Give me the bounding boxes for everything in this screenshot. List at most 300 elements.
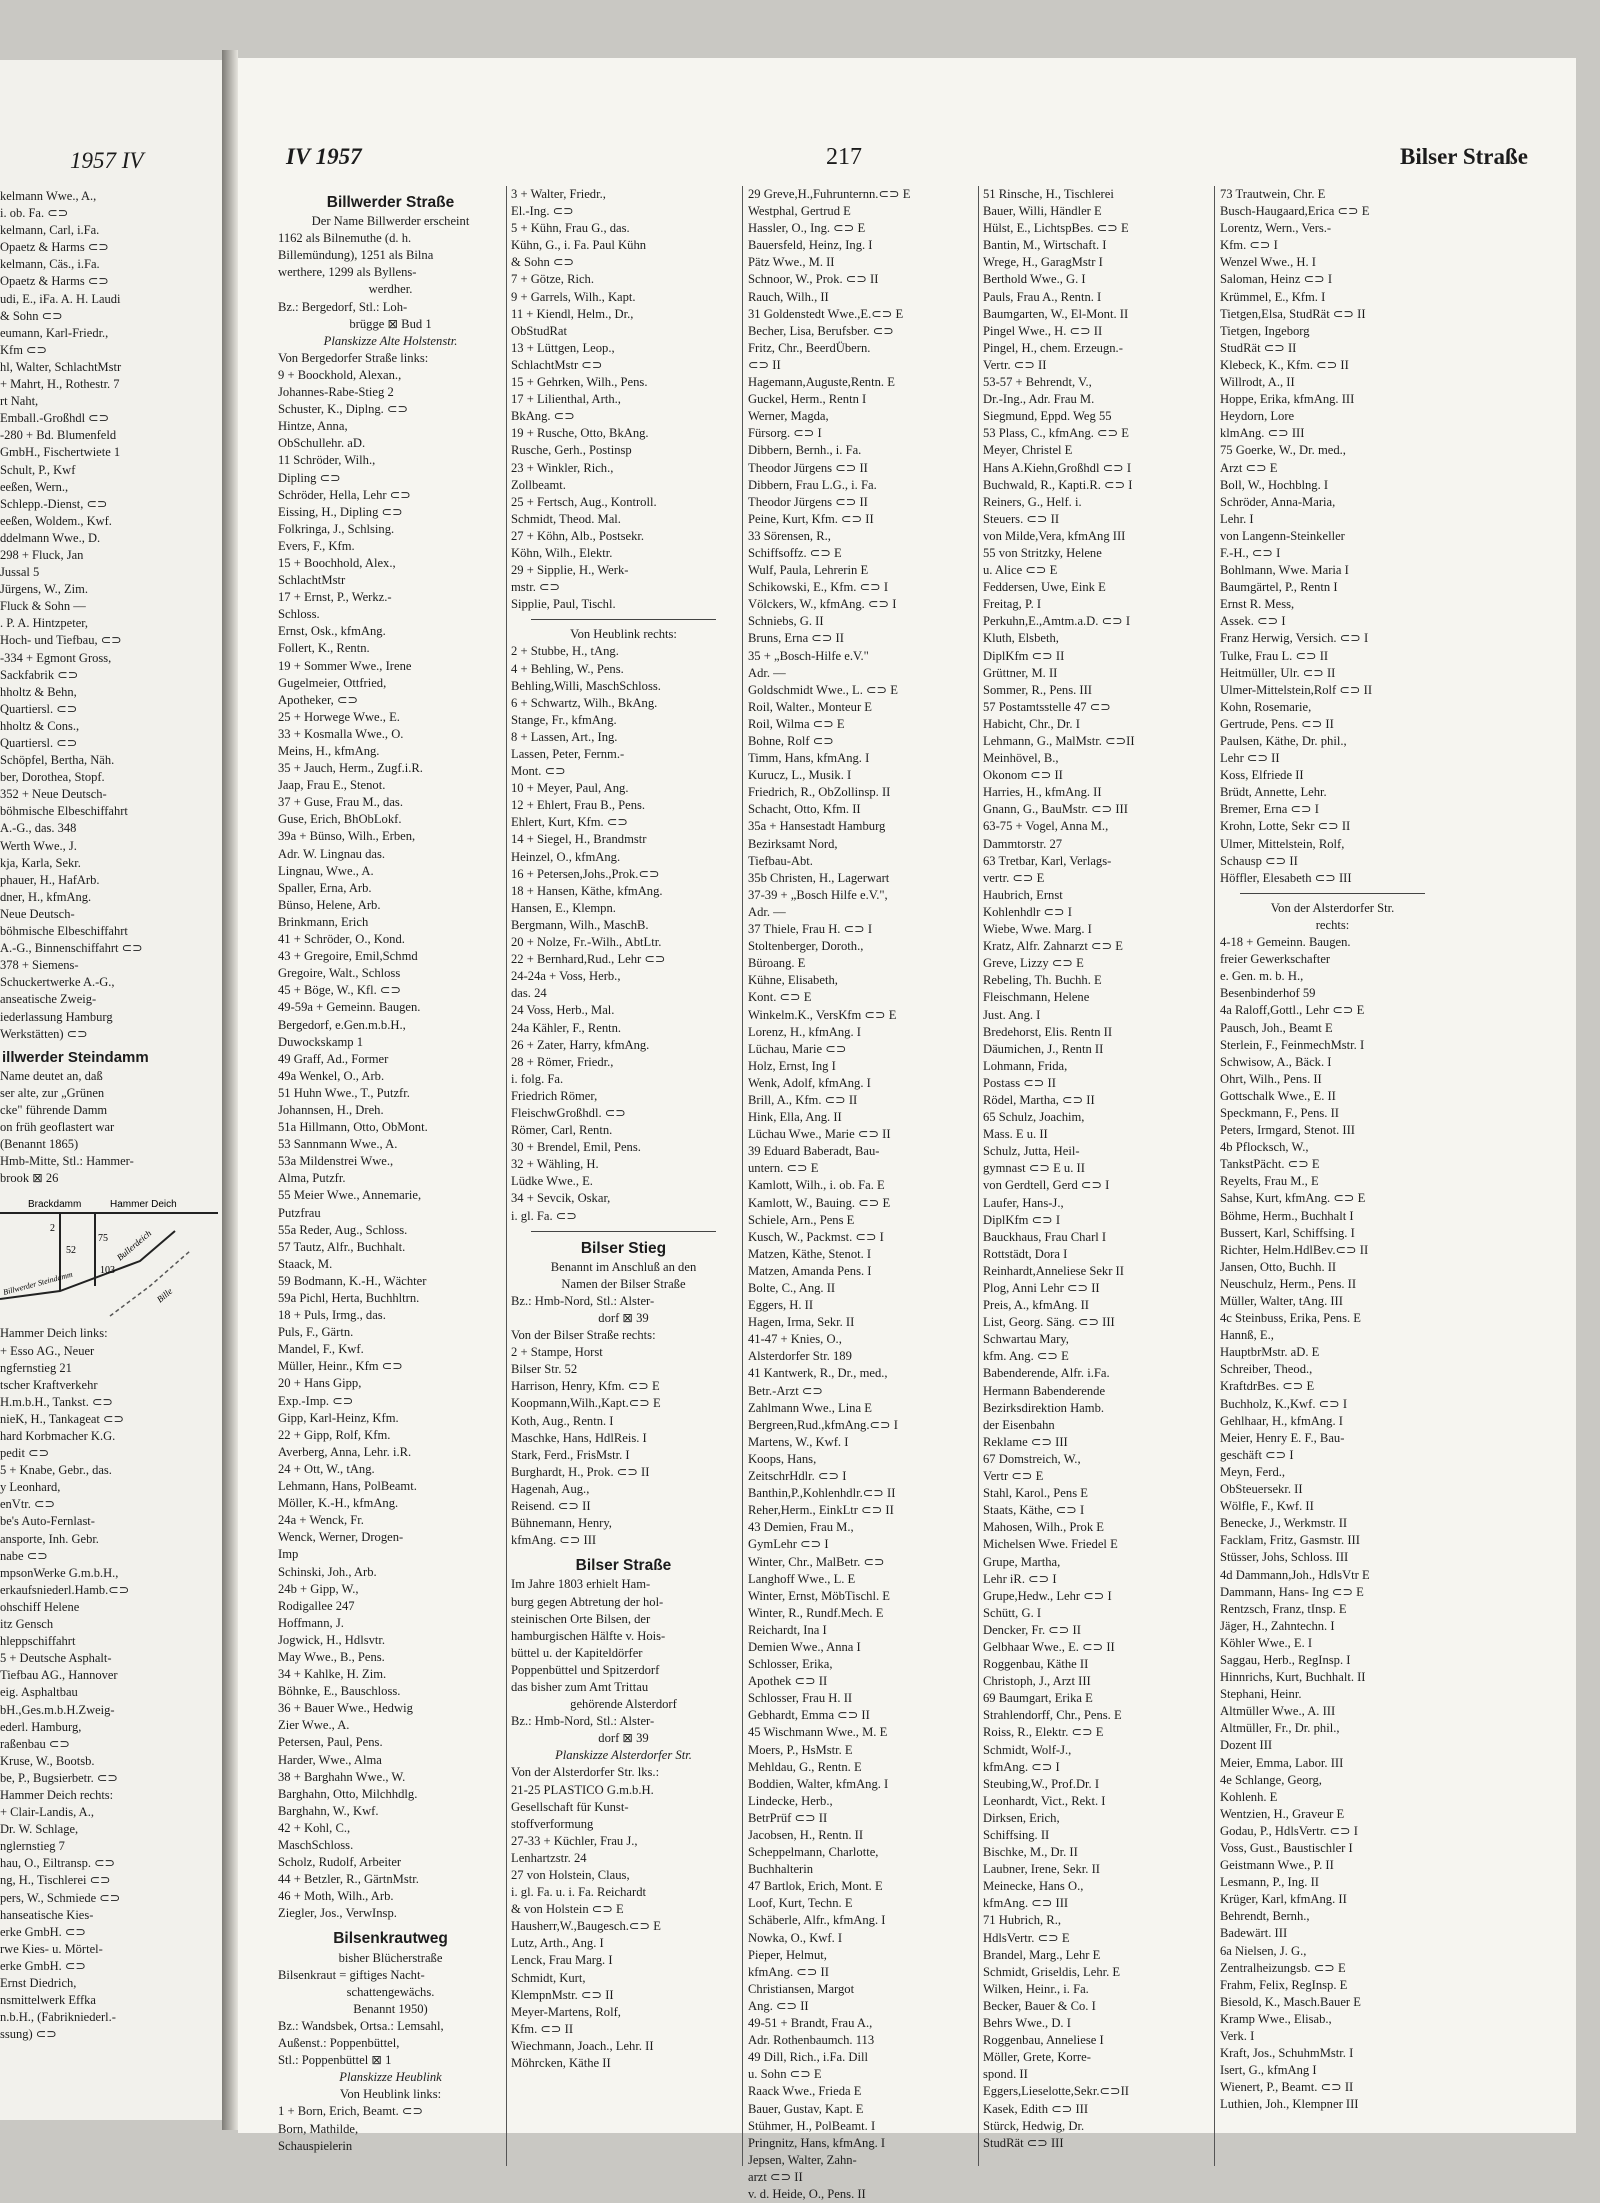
directory-entry: Schwartau Mary, (983, 1332, 1069, 1347)
directory-entry: Koops, Hans, (748, 1451, 817, 1466)
directory-entry: Kohlenhdlr ⊂⊃ I (983, 904, 1072, 919)
directory-entry: 55 Meier Wwe., Annemarie, (278, 1188, 422, 1203)
directory-entry: Staats, Käthe, ⊂⊃ I (983, 1503, 1085, 1518)
directory-line: A.-G., das. 348 (0, 821, 77, 836)
directory-line: Schöpfel, Bertha, Näh. (0, 753, 115, 768)
directory-entry: Bauer, Gustav, Kapt. E (748, 2101, 864, 2116)
directory-line: iederlassung Hamburg (0, 1009, 113, 1024)
directory-entry: Bohne, Rolf ⊂⊃ (748, 734, 834, 748)
directory-entry: Lenhartzstr. 24 (511, 1850, 587, 1865)
directory-entry: Bezirksamt Nord, (748, 836, 838, 851)
directory-entry: Wienert, P., Beamt. ⊂⊃ II (1220, 2080, 1354, 2095)
directory-entry: i. gl. Fa. u. i. Fa. Reichardt (511, 1885, 647, 1900)
directory-entry: Tiefbau-Abt. (748, 853, 813, 868)
directory-line: eumann, Karl-Friedr., (0, 325, 109, 340)
directory-entry: Roggenbau, Käthe II (983, 1657, 1089, 1672)
directory-entry: Mass. E u. II (983, 1127, 1048, 1142)
directory-entry: HdlsVertr. ⊂⊃ E (983, 1930, 1070, 1945)
directory-entry: Koth, Aug., Rentn. I (511, 1413, 614, 1428)
directory-entry: Werner, Magda, (748, 409, 829, 424)
directory-entry: 24 + Ott, W., tAng. (278, 1461, 375, 1476)
directory-entry: Wiebe, Wwe. Marg. I (983, 922, 1092, 937)
directory-entry: Reyelts, Frau M., E (1220, 1174, 1319, 1189)
directory-entry: Folkringa, J., Schlsing. (278, 521, 395, 536)
directory-entry: Lorentz, Wern., Vers.- (1220, 221, 1332, 236)
directory-entry: Peters, Irmgard, Stenot. III (1220, 1123, 1355, 1138)
directory-line: ohschiff Helene (0, 1599, 80, 1614)
directory-line: n.b.H., (Fabrikniederl.- (0, 2010, 116, 2025)
directory-entry: ObStudRat (511, 323, 567, 338)
directory-entry: Müller, Walter, tAng. III (1220, 1294, 1343, 1308)
directory-line: hleppschiffahrt (0, 1634, 76, 1649)
page-number: 217 (826, 144, 862, 170)
directory-entry: 11 Schröder, Wilh., (278, 453, 376, 468)
directory-line: itz Gensch (0, 1617, 54, 1632)
directory-entry: Dencker, Fr. ⊂⊃ II (983, 1622, 1081, 1637)
directory-entry: Bauer, Willi, Händler E (983, 204, 1102, 219)
directory-entry: Puls, F., Gärtn. (278, 1325, 354, 1340)
directory-line: hanseatische Kies- (0, 1907, 94, 1922)
directory-entry: Putzfrau (278, 1205, 321, 1220)
directory-entry: Laubner, Irene, Sekr. II (983, 1862, 1100, 1877)
directory-entry: Banthin,P.,Kohlenhdlr.⊂⊃ II (748, 1486, 896, 1501)
book-gutter (222, 50, 238, 2130)
directory-line: nieK, H., Tankageat ⊂⊃ (0, 1411, 124, 1426)
directory-entry: Betr.-Arzt ⊂⊃ (748, 1383, 823, 1398)
directory-entry: burg gegen Abtretung der hol- (511, 1594, 664, 1609)
directory-entry: Reiners, G., Helf. i. (983, 494, 1082, 509)
directory-line: pers, W., Schmiede ⊂⊃ (0, 1890, 121, 1905)
directory-entry: Stange, Fr., kfmAng. (511, 712, 617, 727)
directory-entry: Schmidt, Kurt, (511, 1970, 586, 1985)
directory-line: udi, E., iFa. A. H. Laudi (0, 291, 121, 306)
directory-entry: Arzt ⊂⊃ E (1220, 460, 1278, 475)
directory-entry: Höffler, Elesabeth ⊂⊃ III (1220, 870, 1352, 885)
directory-line: y Leonhard, (0, 1480, 61, 1495)
directory-entry: Köhn, Wilh., Elektr. (511, 545, 613, 560)
directory-entry: KraftdrBes. ⊂⊃ E (1220, 1379, 1315, 1394)
directory-entry: Reinhardt,Anneliese Sekr II (983, 1263, 1124, 1278)
directory-line: Opaetz & Harms ⊂⊃ (0, 274, 109, 289)
directory-entry: 4d Dammann,Joh., HdlsVtr E (1220, 1567, 1370, 1582)
directory-entry: 19 + Sommer Wwe., Irene (278, 658, 412, 673)
directory-entry: arzt ⊂⊃ II (748, 2169, 803, 2184)
directory-entry: Schausp ⊂⊃ II (1220, 853, 1298, 868)
directory-entry: Harries, H., kfmAng. II (983, 785, 1102, 800)
directory-entry: Kamlott, W., Bauing. ⊂⊃ E (748, 1195, 891, 1210)
directory-line: Quartiersl. ⊂⊃ (0, 736, 78, 750)
directory-entry: Friedrich, R., ObZollinsp. II (748, 785, 891, 800)
directory-line: 5 + Knabe, Gebr., das. (0, 1463, 112, 1478)
directory-entry: Eggers, H. II (748, 1298, 814, 1313)
directory-entry: Moers, P., HsMstr. E (748, 1742, 853, 1757)
directory-entry: Spaller, Erna, Arb. (278, 880, 372, 895)
directory-entry: Reisend. ⊂⊃ II (511, 1499, 591, 1514)
directory-entry: hamburgischen Hälfte v. Hois- (511, 1628, 666, 1643)
directory-entry: 37 Thiele, Frau H. ⊂⊃ I (748, 922, 873, 937)
directory-entry: Möller, Grete, Korre- (983, 2050, 1091, 2065)
directory-entry: 24b + Gipp, W., (278, 1581, 359, 1596)
directory-entry: Zollbeamt. (511, 477, 566, 492)
directory-entry: Bohlmann, Wwe. Maria I (1220, 563, 1349, 578)
directory-entry: Exp.-Imp. ⊂⊃ (278, 1393, 354, 1408)
directory-entry: Frahm, Felix, RegInsp. E (1220, 1977, 1348, 1992)
directory-entry: 41 + Schröder, O., Kond. (278, 932, 405, 947)
directory-entry: Schikowski, E., Kfm. ⊂⊃ I (748, 580, 889, 595)
directory-entry: Fritz, Chr., BeerdÜbern. (748, 340, 871, 355)
directory-entry: 63 Tretbar, Karl, Verlags- (983, 853, 1112, 868)
directory-entry: Willrodt, A., II (1220, 375, 1295, 390)
directory-entry: Schiffsoffz. ⊂⊃ E (748, 545, 842, 560)
directory-entry: Lehr ⊂⊃ II (1220, 751, 1280, 766)
directory-entry: Krohn, Lotte, Sekr ⊂⊃ II (1220, 819, 1351, 834)
directory-entry: Von der Alsterdorfer Str. lks.: (511, 1765, 660, 1780)
directory-entry: untern. ⊂⊃ E (748, 1161, 819, 1176)
directory-entry: Schwisow, A., Bäck. I (1220, 1054, 1332, 1069)
directory-entry: 73 Trautwein, Chr. E (1220, 187, 1326, 201)
directory-entry: 17 + Ernst, P., Werkz.- (278, 590, 392, 605)
directory-line: Sackfabrik ⊂⊃ (0, 667, 79, 682)
street-heading: Billwerder Straße (326, 194, 455, 211)
directory-entry: Kramp Wwe., Elisab., (1220, 2011, 1332, 2026)
directory-entry: Heitmüller, Ulr. ⊂⊃ II (1220, 665, 1336, 680)
directory-entry: 27 von Holstein, Claus, (511, 1868, 630, 1882)
directory-entry: Dammann, Hans- Ing ⊂⊃ E (1220, 1584, 1364, 1599)
directory-entry: 2 + Stubbe, H., tAng. (511, 644, 619, 659)
directory-entry: mstr. ⊂⊃ (511, 580, 561, 595)
directory-entry: Gebhardt, Emma ⊂⊃ II (748, 1708, 870, 1723)
directory-entry: von Langenn-Steinkeller (1220, 528, 1345, 543)
directory-entry: Schmidt, Griseldis, Lehr. E (983, 1964, 1121, 1979)
directory-line: Hammer Deich rechts: (0, 1787, 114, 1802)
directory-entry: & Sohn ⊂⊃ (511, 255, 575, 270)
directory-entry: Bz.: Wandsbek, Ortsa.: Lemsahl, (278, 2018, 444, 2033)
directory-entry: Gugelmeier, Ottfried, (278, 675, 387, 690)
directory-entry: Bantin, M., Wirtschaft. I (983, 238, 1107, 253)
directory-line: enVtr. ⊂⊃ (0, 1497, 55, 1512)
directory-entry: kfmAng. ⊂⊃ I (983, 1759, 1060, 1774)
directory-entry: Berthold Wwe., G. I (983, 272, 1086, 287)
directory-entry: klmAng. ⊂⊃ III (1220, 426, 1305, 441)
left-page-header: 1957 IV (70, 148, 144, 173)
directory-entry: 11 + Kiendl, Helm., Dr., (511, 306, 634, 321)
directory-entry: Kühn, G., i. Fa. Paul Kühn (511, 238, 647, 253)
directory-line: A.-G., Binnenschiffahrt ⊂⊃ (0, 941, 143, 956)
directory-entry: Leonhardt, Vict., Rekt. I (983, 1793, 1106, 1808)
directory-entry: Schuster, K., Diplng. ⊂⊃ (278, 402, 409, 417)
directory-entry: Kamlott, Wilh., i. ob. Fa. E (748, 1178, 885, 1193)
directory-entry: Lehmann, G., MalMstr. ⊂⊃II (983, 734, 1135, 748)
directory-entry: Christoph, J., Arzt III (983, 1674, 1091, 1689)
left-page-column (0, 188, 218, 2043)
directory-entry: 7 + Götze, Rich. (511, 272, 594, 287)
directory-entry: FleischwGroßhdl. ⊂⊃ (511, 1105, 626, 1120)
directory-entry: 5 + Kühn, Frau G., das. (511, 221, 630, 236)
directory-entry: Brüdt, Annette, Lehr. (1220, 785, 1327, 800)
directory-entry: Guse, Erich, BhObLokf. (278, 812, 402, 827)
directory-entry: Zier Wwe., A. (278, 1718, 350, 1733)
directory-entry: Ernst, Osk., kfmAng. (278, 624, 386, 639)
directory-entry: Meier, Emma, Labor. III (1220, 1755, 1344, 1770)
directory-entry: Johannsen, H., Dreh. (278, 1102, 384, 1117)
directory-entry: Poppenbüttel und Spitzerdorf (511, 1662, 660, 1677)
directory-entry: Von der Bilser Straße rechts: (511, 1328, 656, 1343)
directory-entry: Winter, R., Rundf.Mech. E (748, 1605, 884, 1620)
directory-entry: 38 + Barghahn Wwe., W. (278, 1769, 406, 1784)
directory-entry: von Gerdtell, Gerd ⊂⊃ I (983, 1178, 1110, 1193)
directory-entry: Dr.-Ing., Adr. Frau M. (983, 392, 1095, 407)
directory-entry: Bergedorf, e.Gen.m.b.H., (278, 1017, 406, 1032)
directory-entry: Wentzien, H., Graveur E (1220, 1806, 1345, 1821)
column-divider (978, 186, 979, 2166)
directory-entry: BkAng. ⊂⊃ (511, 409, 575, 424)
directory-entry: Wenck, Werner, Drogen- (278, 1530, 404, 1545)
directory-entry: Scheppelmann, Charlotte, (748, 1845, 879, 1860)
directory-line: Emball.-Großhdl ⊂⊃ (0, 411, 110, 426)
directory-entry: Alsterdorfer Str. 189 (748, 1349, 852, 1364)
directory-entry: Rebeling, Th. Buchh. E (983, 973, 1102, 988)
directory-entry: 42 + Kohl, C., (278, 1820, 351, 1835)
directory-line: eeßen, Woldem., Kwf. (0, 513, 112, 528)
directory-entry: Bolte, C., Ang. II (748, 1281, 836, 1295)
directory-entry: werdher. (368, 282, 413, 297)
directory-entry: Ehlert, Kurt, Kfm. ⊂⊃ (511, 815, 628, 830)
directory-entry: Baumgärtel, P., Rentn I (1220, 580, 1338, 595)
directory-entry: Johannes-Rabe-Stieg 2 (278, 385, 394, 400)
directory-entry: 44 + Betzler, R., GärtnMstr. (278, 1872, 419, 1887)
directory-entry: 4-18 + Gemeinn. Baugen. (1220, 935, 1351, 950)
directory-line: rwe Kies- u. Mörtel- (0, 1941, 103, 1956)
directory-line: & Sohn ⊂⊃ (0, 308, 63, 323)
directory-entry: Böhnke, E., Bauschloss. (278, 1684, 401, 1699)
directory-line: kelmann, Carl, i.Fa. (0, 223, 100, 238)
section-rule (531, 619, 716, 620)
directory-entry: MaschSchloss. (278, 1838, 354, 1852)
directory-entry: Wrege, H., GaragMstr I (983, 255, 1103, 270)
directory-entry: Dibbern, Bernh., i. Fa. (748, 443, 862, 458)
directory-entry: Kfm. ⊂⊃ I (1220, 238, 1278, 253)
directory-entry: Westphal, Gertrud E (748, 204, 851, 219)
directory-entry: Richter, Helm.HdlBev.⊂⊃ II (1220, 1242, 1369, 1257)
directory-line: böhmische Elbeschiffahrt (0, 804, 128, 819)
directory-entry: Postass ⊂⊃ II (983, 1075, 1056, 1090)
directory-entry: kfmAng. ⊂⊃ III (983, 1896, 1069, 1911)
directory-entry: 29 + Sipplie, H., Werk- (511, 563, 629, 578)
directory-entry: Greve, Lizzy ⊂⊃ E (983, 956, 1084, 971)
directory-entry: Schulz, Jutta, Heil- (983, 1144, 1080, 1159)
left-page-entries-steindamm (0, 1068, 218, 1188)
street-sketch-svg (0, 1191, 218, 1321)
directory-entry: Timm, Hans, kfmAng. I (748, 751, 870, 766)
directory-line: pedit ⊂⊃ (0, 1446, 50, 1461)
directory-entry: GymLehr ⊂⊃ I (748, 1537, 829, 1552)
directory-entry: Schiffsing. II (983, 1828, 1050, 1842)
directory-entry: Paulsen, Käthe, Dr. phil., (1220, 734, 1347, 748)
directory-entry: Ernst R. Mess, (1220, 597, 1295, 612)
directory-entry: Steuers. ⊂⊃ II (983, 511, 1060, 526)
directory-entry: Busch-Haugaard,Erica ⊂⊃ E (1220, 204, 1370, 219)
directory-line: Werkstätten) ⊂⊃ (0, 1026, 88, 1041)
directory-entry: 37-39 + „Bosch Hilfe e.V.", (748, 887, 888, 902)
directory-entry: Heydorn, Lore (1220, 409, 1295, 424)
directory-entry: Saloman, Heinz ⊂⊃ I (1220, 272, 1333, 287)
directory-line: + Clair-Landis, A., (0, 1805, 94, 1820)
directory-entry: 21-25 PLASTICO G.m.b.H. (511, 1782, 654, 1797)
directory-entry: v. d. Heide, O., Pens. II (748, 2186, 866, 2201)
directory-entry: 53-57 + Behrendt, V., (983, 375, 1092, 390)
directory-entry: werthere, 1299 als Byllens- (278, 265, 417, 280)
directory-entry: Bilsenkraut = giftiges Nacht- (278, 1967, 425, 1982)
directory-entry: Gehlhaar, H., kfmAng. I (1220, 1413, 1343, 1428)
directory-line: Kruse, W., Bootsb. (0, 1753, 95, 1768)
directory-entry: dorf ⊠ 39 (598, 1311, 649, 1325)
directory-entry: Assek. ⊂⊃ I (1220, 614, 1286, 629)
directory-column-2 (511, 186, 736, 2072)
map-label-steindamm: Billwerder Steindamm (2, 1270, 74, 1298)
directory-line: ngfernstieg 21 (0, 1360, 72, 1375)
directory-entry: Schütt, G. I (983, 1605, 1042, 1620)
directory-line: -334 + Egmont Gross, (0, 650, 112, 665)
directory-entry: kfmAng. ⊂⊃ III (511, 1533, 597, 1548)
directory-entry: 55a Reder, Aug., Schloss. (278, 1222, 408, 1237)
directory-entry: Hinnrichs, Kurt, Buchhalt. II (1220, 1670, 1366, 1685)
page-header-left: IV 1957 (286, 144, 362, 169)
directory-line: GmbH., Fischertwiete 1 (0, 445, 121, 460)
directory-entry: Schäberle, Alfr., kfmAng. I (748, 1913, 886, 1928)
directory-entry: 71 Hubrich, R., (983, 1913, 1062, 1928)
street-heading: Bilser Stieg (580, 1239, 667, 1257)
directory-entry: vertr. ⊂⊃ E (983, 870, 1045, 885)
directory-entry: Boll, W., Hochblng. I (1220, 477, 1329, 492)
directory-entry: Kurucz, L., Musik. I (748, 768, 852, 783)
directory-entry: StudRät ⊂⊃ II (1220, 340, 1297, 355)
directory-entry: Meyer-Martens, Rolf, (511, 2004, 621, 2019)
directory-entry: Stürck, Hedwig, Dr. (983, 2118, 1085, 2133)
directory-entry: Planskizze Heublink (339, 2070, 442, 2085)
directory-entry: Becher, Lisa, Berufsber. ⊂⊃ (748, 323, 894, 338)
directory-entry: 41 Kantwerk, R., Dr., med., (748, 1366, 888, 1381)
directory-entry: Raack Wwe., Frieda E (748, 2084, 862, 2099)
left-page-fragment (0, 60, 225, 2120)
directory-line: ansporte, Inh. Gebr. (0, 1531, 99, 1546)
directory-entry: Haubrich, Ernst (983, 887, 1063, 902)
directory-line: dner, H., kfmAng. (0, 889, 92, 904)
directory-entry: Schnoor, W., Prok. ⊂⊃ II (748, 272, 879, 287)
map-label-2: 2 (50, 1223, 55, 1235)
directory-entry: Facklam, Fritz, Gasmstr. III (1220, 1533, 1360, 1548)
directory-entry: 17 + Lilienthal, Arth., (511, 392, 621, 407)
directory-entry: Von Heublink rechts: (570, 627, 677, 642)
directory-entry: gehörende Alsterdorf (570, 1697, 677, 1712)
directory-entry: Buchhalterin (748, 1862, 814, 1877)
directory-entry: Imp (278, 1547, 299, 1562)
directory-entry: Gipp, Karl-Heinz, Kfm. (278, 1410, 399, 1425)
directory-entry: Ang. ⊂⊃ II (748, 1998, 809, 2013)
directory-entry: 39a + Bünso, Wilh., Erben, (278, 829, 416, 844)
directory-entry: Winter, Ernst, MöbTischl. E (748, 1588, 890, 1603)
directory-entry: ⊂⊃ II (748, 357, 781, 372)
directory-entry: 25 + Fertsch, Aug., Kontroll. (511, 494, 657, 509)
directory-entry: Mandel, F., Kwf. (278, 1342, 364, 1357)
directory-entry: Buchwald, R., Kapti.R. ⊂⊃ I (983, 477, 1133, 492)
directory-entry: Ohrt, Wilh., Pens. II (1220, 1071, 1322, 1086)
directory-entry: Lindecke, Herb., (748, 1793, 833, 1808)
directory-entry: 2 + Stampe, Horst (511, 1345, 603, 1360)
directory-entry: 46 + Moth, Wilh., Arb. (278, 1889, 394, 1904)
directory-entry: Rusche, Gerh., Postinsp (511, 443, 632, 458)
directory-line: eeßen, Wern., (0, 479, 69, 494)
directory-entry: Saggau, Herb., RegInsp. I (1220, 1652, 1351, 1667)
directory-entry: büttel u. der Kapiteldörfer (511, 1645, 643, 1660)
directory-entry: kfmAng. ⊂⊃ II (748, 1964, 829, 1979)
directory-entry: 1162 als Bilnemuthe (d. h. (278, 231, 412, 246)
directory-line: Fluck & Sohn — (0, 599, 86, 614)
directory-entry: Bühnemann, Henry, (511, 1516, 612, 1531)
directory-entry: Lorenz, H., kfmAng. I (748, 1024, 861, 1039)
directory-entry: Godau, P., HdlsVertr. ⊂⊃ I (1220, 1823, 1358, 1838)
directory-entry: Vertr. ⊂⊃ II (983, 357, 1047, 372)
directory-entry: Kasek, Edith ⊂⊃ III (983, 2101, 1089, 2116)
directory-entry: Hoffmann, J. (278, 1615, 344, 1630)
directory-entry: Badewärt. III (1220, 1926, 1288, 1941)
directory-entry: Büroang. E (748, 956, 806, 971)
directory-entry: Kluth, Elsbeth, (983, 631, 1059, 646)
directory-entry: von Milde,Vera, kfmAng III (983, 528, 1126, 543)
directory-line: böhmische Elbeschiffahrt (0, 924, 128, 939)
directory-entry: Biesold, K., Masch.Bauer E (1220, 1994, 1361, 2009)
directory-entry: 24-24a + Voss, Herb., (511, 969, 621, 984)
directory-entry: Bischke, M., Dr. II (983, 1845, 1078, 1860)
directory-entry: Klebeck, K., Kfm. ⊂⊃ II (1220, 357, 1349, 372)
directory-entry: Wilken, Heinr., i. Fa. (983, 1981, 1089, 1996)
directory-line: cke" führende Damm (0, 1102, 108, 1117)
directory-entry: Boddien, Walter, kfmAng. I (748, 1776, 889, 1791)
directory-entry: Vertr ⊂⊃ E (983, 1469, 1044, 1484)
directory-entry: dorf ⊠ 39 (598, 1731, 649, 1746)
directory-entry: Dipling ⊂⊃ (278, 470, 341, 485)
directory-entry: ObSchullehr. aD. (278, 436, 366, 451)
directory-entry: 69 Baumgart, Erika E (983, 1691, 1093, 1706)
directory-entry: Rauch, Wilh., II (748, 289, 829, 304)
directory-entry: e. Gen. m. b. H., (1220, 969, 1304, 984)
directory-line: ser alte, zur „Grünen (0, 1085, 105, 1100)
directory-line: (Benannt 1865) (0, 1137, 79, 1152)
left-page-entries-top (0, 188, 218, 1043)
directory-entry: DiplKfm ⊂⊃ II (983, 648, 1065, 663)
directory-column-1 (278, 186, 503, 2155)
directory-line: be's Auto-Fernlast- (0, 1514, 95, 1529)
directory-entry: Bergmann, Wilh., MaschB. (511, 917, 649, 932)
directory-entry: Barghahn, W., Kwf. (278, 1803, 379, 1818)
directory-entry: Bilser Str. 52 (511, 1362, 578, 1377)
directory-entry: Heinzel, O., kfmAng. (511, 849, 621, 864)
directory-entry: das bisher zum Amt Trittau (511, 1679, 649, 1694)
directory-entry: 13 + Lüttgen, Leop., (511, 340, 615, 355)
directory-entry: 6 + Schwartz, Wilh., BkAng. (511, 695, 658, 710)
directory-line: brook ⊠ 26 (0, 1171, 59, 1186)
directory-entry: 53 Sannmann Wwe., A. (278, 1137, 398, 1152)
directory-entry: Gnann, G., BauMstr. ⊂⊃ III (983, 802, 1128, 817)
directory-entry: Evers, F., Kfm. (278, 538, 355, 553)
directory-line: tscher Kraftverkehr (0, 1377, 98, 1392)
directory-entry: 1 + Born, Erich, Beamt. ⊂⊃ (278, 2104, 424, 2119)
directory-entry: Martens, W., Kwf. I (748, 1434, 849, 1449)
directory-entry: Speckmann, F., Pens. II (1220, 1105, 1339, 1120)
directory-entry: 65 Schulz, Joachim, (983, 1110, 1085, 1125)
directory-line: be, P., Bugsierbetr. ⊂⊃ (0, 1770, 118, 1785)
directory-entry: Kont. ⊂⊃ E (748, 990, 812, 1005)
directory-entry: Meyn, Ferd., (1220, 1464, 1286, 1479)
